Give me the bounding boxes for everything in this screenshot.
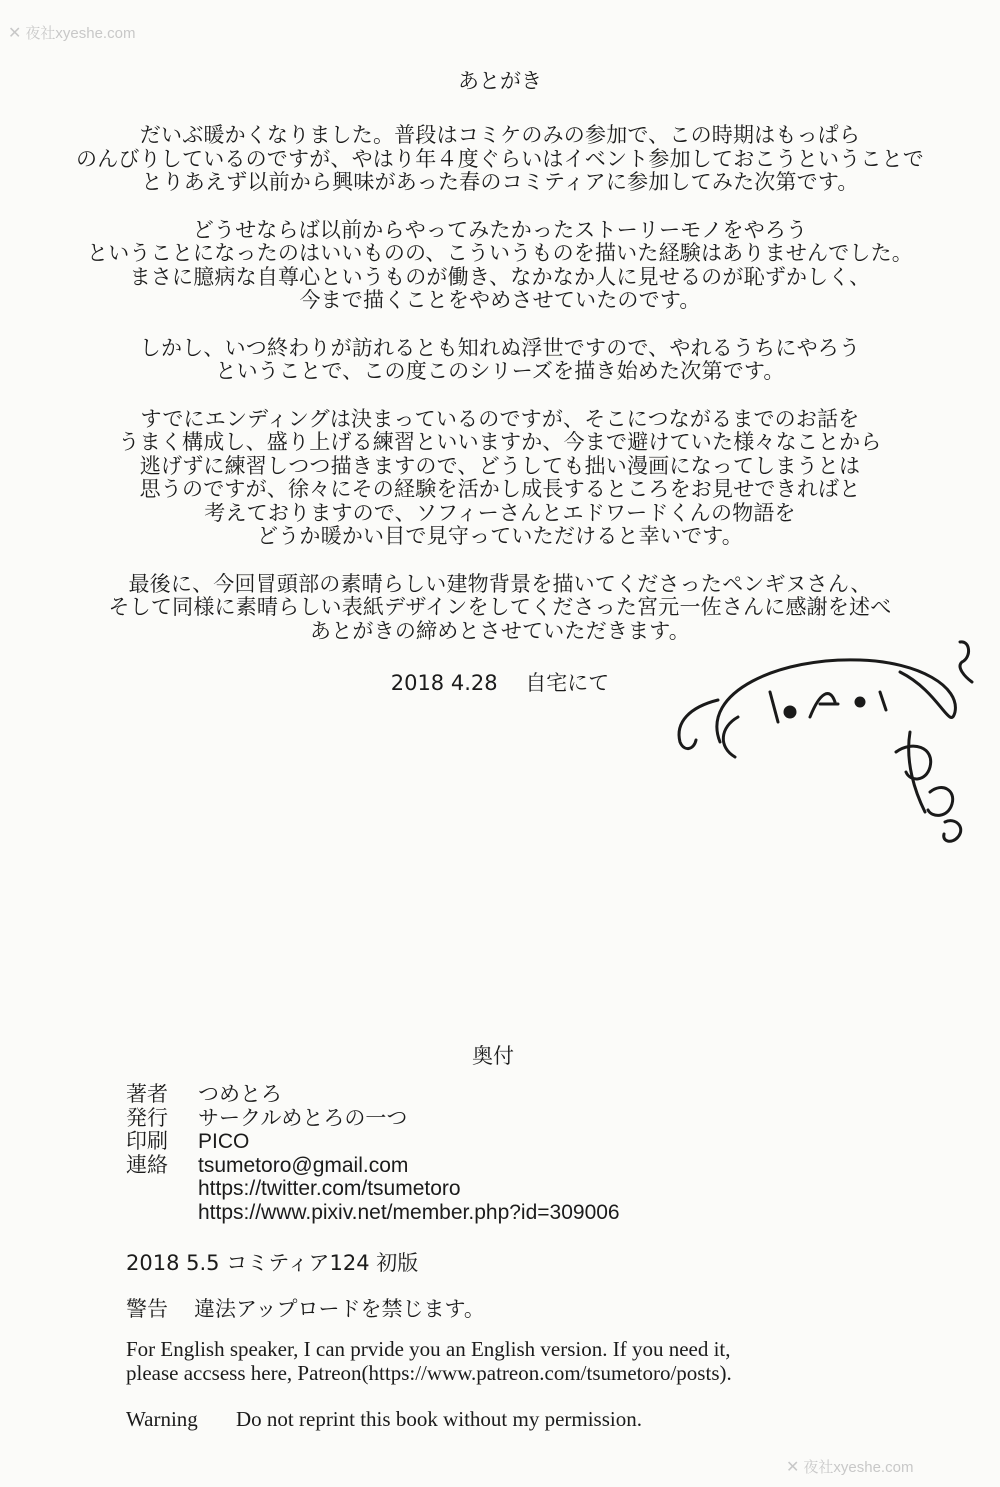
contact-twitter: https://twitter.com/tsumetoro [198,1177,461,1200]
signature-name-stroke-2 [896,746,931,779]
printer-label: 印刷 [126,1129,168,1153]
watermark-logo-icon: ✕ [786,1459,800,1476]
afterword-paragraph [0,219,1000,313]
afterword-title: あとがき [458,69,542,93]
printer-row [126,1130,620,1154]
english-notice-line: please accsess here, Patreon(https://www.patreon.com/tsumetoro/posts). [126,1360,732,1385]
signature-left-curl [679,700,718,749]
signature-mouth [810,694,838,717]
warning-jp-text: 違法アップロードを禁じます。 [194,1297,485,1321]
english-notice [126,1338,732,1385]
afterword-body [0,124,1000,643]
signature-paren-left [723,717,738,757]
afterword-line: ということで、この度このシリーズを描き始めた次第です。 [215,359,785,383]
watermark-bottom-text: 夜社xyeshe.com [803,1459,914,1476]
signature-eye-left [770,692,778,722]
contact-row [126,1154,620,1178]
warning-en-row [126,1407,642,1432]
afterword-line: 考えておりますので、ソフィーさんとエドワードくんの物語を [204,500,796,525]
colophon-info [126,1083,620,1224]
signature-doodle [660,622,980,862]
signature-name-stroke-4 [944,821,961,842]
publisher-value: サークルめとろの一つ [198,1105,408,1130]
warning-jp-row [126,1293,485,1323]
signature-name-stroke-3 [928,788,953,816]
signature-eye-right [880,692,886,710]
author-row [126,1083,620,1107]
afterword-line: ということになったのはいいものの、こういうものを描いた経験はありませんでした。 [87,241,913,265]
afterword-line: あとがきの締めとさせていただきます。 [310,618,690,643]
afterword-paragraph [0,124,1000,195]
afterword-line: 今まで描くことをやめさせていたのです。 [299,288,701,312]
afterword-line: 逃げずに練習しつつ描きますので、どうしても拙い漫画になってしまうとは [139,453,861,478]
warning-en-text: Do not reprint this book without my permission. [236,1407,642,1431]
signature-right-squiggle [960,642,972,682]
afterword-line: どうか暖かい目で見守っていただけると幸いです。 [257,524,743,548]
afterword-line: しかし、いつ終わりが訪れるとも知れぬ浮世ですので、やれるうちにやろう [139,335,861,360]
watermark-top-text: 夜社xyeshe.com [25,25,136,42]
publisher-row [126,1107,620,1131]
afterword-line: うまく構成し、盛り上げる練習といいますか、今まで避けていた様々なことから [118,430,882,454]
afterword-line: まさに臆病な自尊心というものが働き、なかなか人に見せるのが恥ずかしく、 [129,264,871,289]
author-value: つめとろ [198,1082,282,1106]
afterword-line: どうせならば以前からやってみたかったストーリーモノをやろう [192,217,808,242]
warning-jp-label: 警告 [126,1297,168,1321]
english-notice-line: For English speaker, I can prvide you an English version. If you need it, [126,1337,731,1361]
afterword-line: そして同様に素晴らしい表紙デザインをしてくださった宮元一佐さんに感謝を述べ [108,595,892,619]
afterword-line: のんびりしているのですが、やはり年４度ぐらいはイベント参加しておこうということで [76,146,924,171]
signature-name-stroke-1 [909,732,925,812]
contact-label: 連絡 [126,1152,168,1177]
signature-dot-right [856,698,864,706]
author-label: 著者 [126,1082,168,1106]
first-edition: 2018 5.5 コミティア124 初版 [126,1251,419,1275]
afterword-paragraph [0,337,1000,384]
warning-en-label: Warning [126,1407,198,1431]
signature-dot-left [785,707,795,717]
afterword-date: 2018 4.28 自宅にて [390,671,610,695]
afterword-line: すでにエンディングは決まっているのですが、そこにつながるまでのお話を [140,406,860,431]
afterword-line: だいぶ暖かくなりました。普段はコミケのみの参加で、この時期はもっぱら [139,123,861,147]
publisher-label: 発行 [126,1105,168,1130]
printer-value: PICO [198,1130,250,1153]
watermark-logo-icon: ✕ [8,25,22,42]
afterword-paragraph [0,408,1000,549]
colophon-title: 奥付 [472,1044,514,1068]
contact-pixiv: https://www.pixiv.net/member.php?id=309006 [198,1200,620,1224]
watermark-top [8,22,135,43]
contact-email: tsumetoro@gmail.com [198,1153,409,1177]
afterword-line: 最後に、今回冒頭部の素晴らしい建物背景を描いてくださったペンギヌさん、 [128,571,872,596]
afterword-section [0,66,1000,697]
watermark-bottom [786,1456,913,1477]
afterword-line: 思うのですが、徐々にその経験を活かし成長するところをお見せできればと [139,477,861,501]
afterword-line: とりあえず以前から興味があった春のコミティアに参加してみた次第です。 [141,170,859,194]
